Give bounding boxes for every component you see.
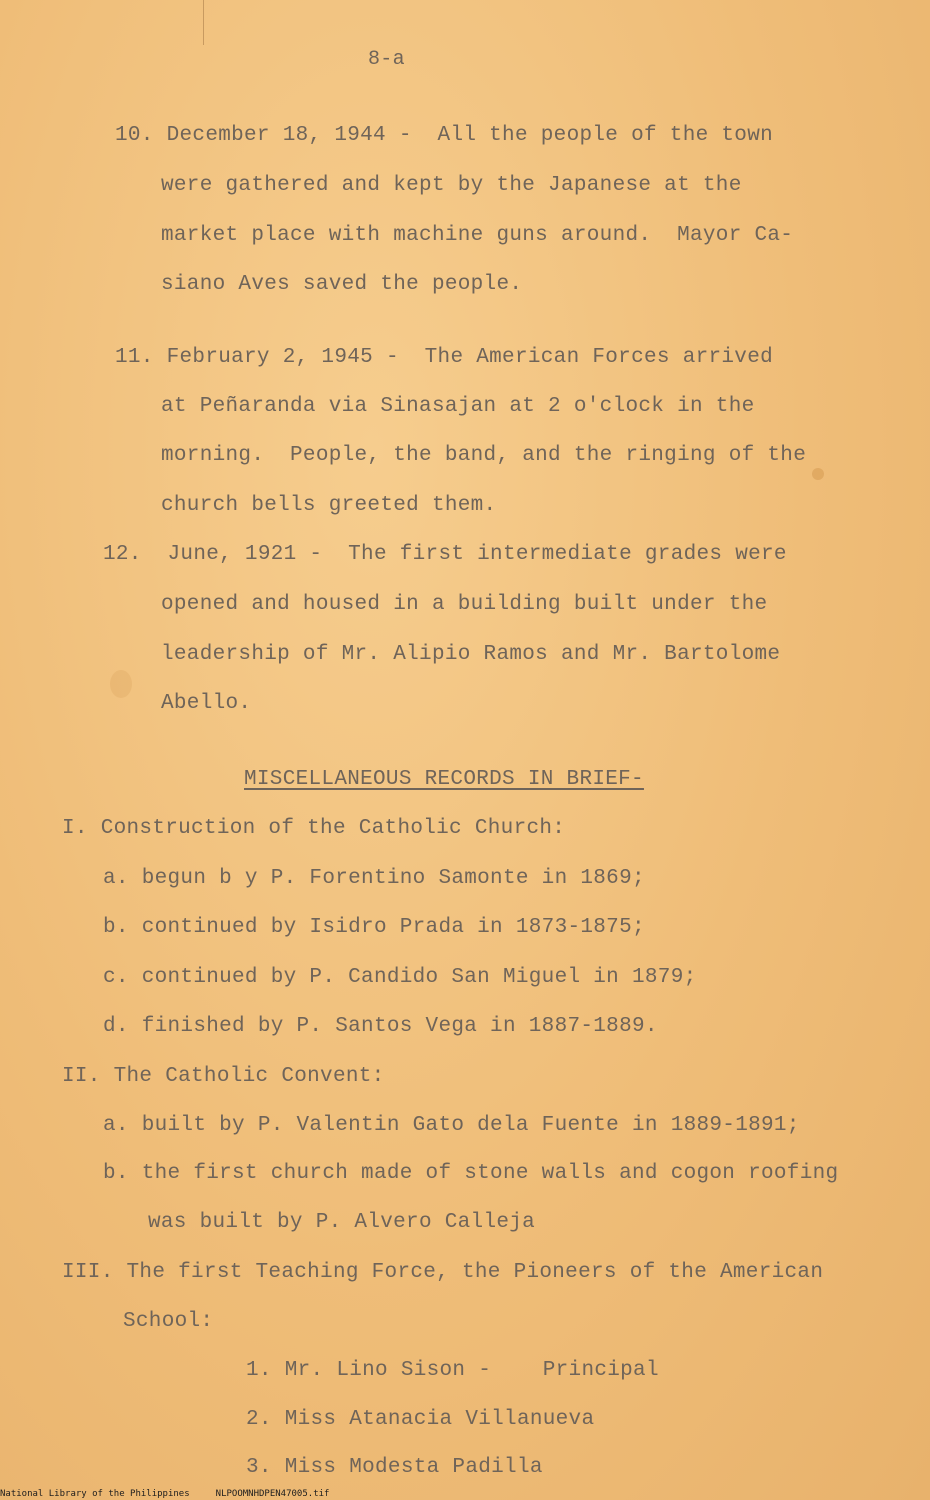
list-item: b. continued by Isidro Prada in 1873-1875;	[103, 916, 645, 939]
entry-line: 11. February 2, 1945 - The American Forces arrived	[115, 346, 774, 369]
entry-line: morning. People, the band, and the ringing of the	[161, 444, 807, 467]
paper-stain	[110, 670, 132, 698]
page-number: 8-a	[368, 48, 405, 71]
entry-line: 12. June, 1921 - The first intermediate grades were	[103, 543, 787, 566]
paper-crease	[203, 0, 204, 45]
list-item: a. built by P. Valentin Gato dela Fuente in 1889-1891;	[103, 1114, 800, 1137]
entry-line: market place with machine guns around. Mayor Ca-	[161, 224, 794, 247]
list-item: 1. Mr. Lino Sison - Principal	[246, 1359, 659, 1382]
section-title: II. The Catholic Convent:	[62, 1065, 385, 1088]
entry-line: Abello.	[161, 692, 252, 715]
list-item: a. begun b y P. Forentino Samonte in 1869;	[103, 867, 645, 890]
list-item: d. finished by P. Santos Vega in 1887-1889.	[103, 1015, 658, 1038]
section-heading: MISCELLANEOUS RECORDS IN BRIEF-	[244, 768, 644, 791]
scan-footer	[0, 1489, 355, 1499]
list-item: was built by P. Alvero Calleja	[148, 1211, 536, 1234]
entry-line: church bells greeted them.	[161, 494, 497, 517]
section-title: III. The first Teaching Force, the Pioneers of the American	[62, 1261, 824, 1284]
list-item: 3. Miss Modesta Padilla	[246, 1456, 543, 1479]
entry-line: at Peñaranda via Sinasajan at 2 o'clock in the	[161, 395, 755, 418]
section-title-continued: School:	[123, 1310, 214, 1333]
footer-filename: NLPOOMNHDPEN47005.tif	[215, 1489, 330, 1499]
list-item: 2. Miss Atanacia Villanueva	[246, 1408, 595, 1431]
paper-stain	[812, 468, 824, 480]
entry-line: were gathered and kept by the Japanese at the	[161, 174, 742, 197]
entry-line: 10. December 18, 1944 - All the people of the town	[115, 124, 774, 147]
list-item: c. continued by P. Candido San Miguel in 1879;	[103, 966, 697, 989]
entry-line: opened and housed in a building built under the	[161, 593, 768, 616]
entry-line: leadership of Mr. Alipio Ramos and Mr. Bartolome	[161, 643, 781, 666]
footer-library: National Library of the Philippines	[0, 1489, 190, 1499]
section-title: I. Construction of the Catholic Church:	[62, 817, 566, 840]
entry-line: siano Aves saved the people.	[161, 273, 523, 296]
list-item: b. the first church made of stone walls and cogon roofing	[103, 1162, 839, 1185]
